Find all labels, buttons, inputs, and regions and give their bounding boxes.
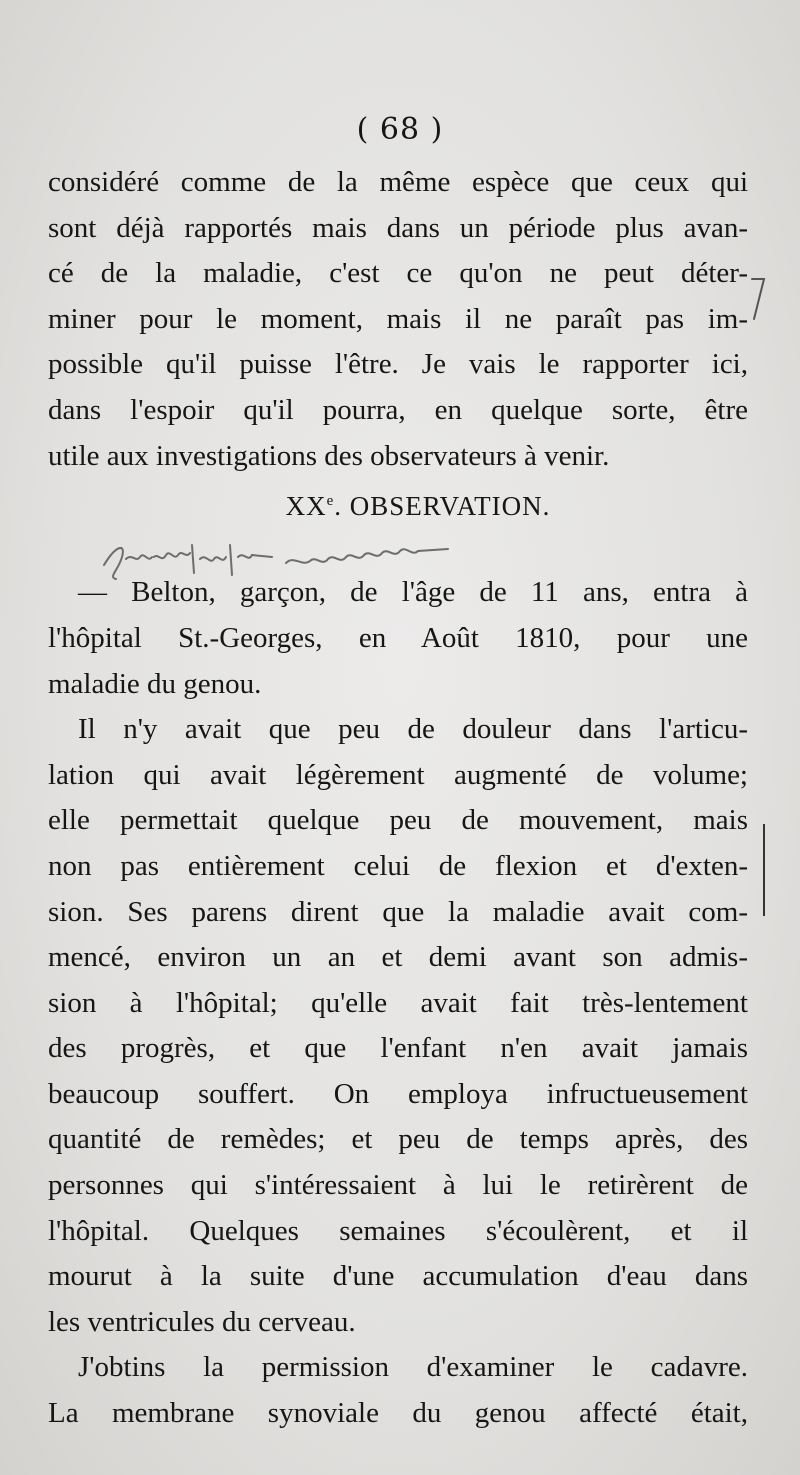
text-line: quantité de remèdes; et peu de temps après, des — [48, 1123, 748, 1156]
text-line: possible qu'il puisse l'être. Je vais le rapporter ici, — [48, 348, 748, 381]
heading-numeral: XX — [285, 491, 327, 522]
text-line: mencé, environ un an et demi avant son admis- — [48, 941, 748, 974]
text-line: des progrès, et que l'enfant n'en avait jamais — [48, 1032, 748, 1065]
text-line: cé de la maladie, c'est ce qu'on ne peut déter- — [48, 257, 748, 290]
text-line: l'hôpital. Quelques semaines s'écoulèrent, et il — [48, 1214, 748, 1247]
text-line: mourut à la suite d'une accumulation d'eau dans — [48, 1260, 748, 1293]
text-line: sion à l'hôpital; qu'elle avait fait très-lentement — [48, 986, 748, 1019]
observation-heading — [48, 479, 748, 525]
text-line: beaucoup souffert. On employa infructueusement — [48, 1077, 748, 1110]
text-line: utile aux investigations des observateurs à venir. — [48, 439, 610, 472]
text-line: — Belton, garçon, de l'âge de 11 ans, entra à — [78, 576, 748, 609]
text-line: lation qui avait légèrement augmenté de volume; — [48, 758, 748, 791]
text-line: La membrane synoviale du genou affecté était, — [48, 1397, 748, 1430]
text-line: l'hôpital St.-Georges, en Août 1810, pour une — [48, 621, 748, 654]
page-number: ( 68 ) — [356, 112, 444, 147]
text-line: personnes qui s'intéressaient à lui le retirèrent de — [48, 1169, 748, 1202]
text-line: J'obtins la permission d'examiner le cadavre. — [78, 1351, 748, 1384]
text-line: miner pour le moment, mais il ne paraît pas im- — [48, 302, 748, 335]
heading-suffix: e — [326, 493, 335, 510]
text-line: considéré comme de la même espèce que ceux qui — [48, 166, 748, 198]
text-line: sion. Ses parens dirent que la maladie avait com- — [48, 895, 748, 928]
text-line: les ventricules du cerveau. — [48, 1305, 356, 1338]
text-line: dans l'espoir qu'il pourra, en quelque sorte, être — [48, 393, 748, 426]
text-line: non pas entièrement celui de flexion et d'exten- — [48, 849, 748, 882]
text-line: elle permettait quelque peu de mouvement, mais — [48, 804, 748, 837]
heading-title: . OBSERVATION. — [334, 491, 551, 522]
text-line: Il n'y avait que peu de douleur dans l'articu- — [78, 713, 748, 746]
margin-bracket-mark — [756, 820, 770, 920]
annotation-spacer — [48, 525, 748, 571]
page-body — [48, 160, 748, 1437]
text-line: maladie du genou. — [48, 667, 262, 700]
margin-pencil-mark — [748, 275, 768, 325]
text-line: sont déjà rapportés mais dans un période plus avan- — [48, 211, 748, 244]
